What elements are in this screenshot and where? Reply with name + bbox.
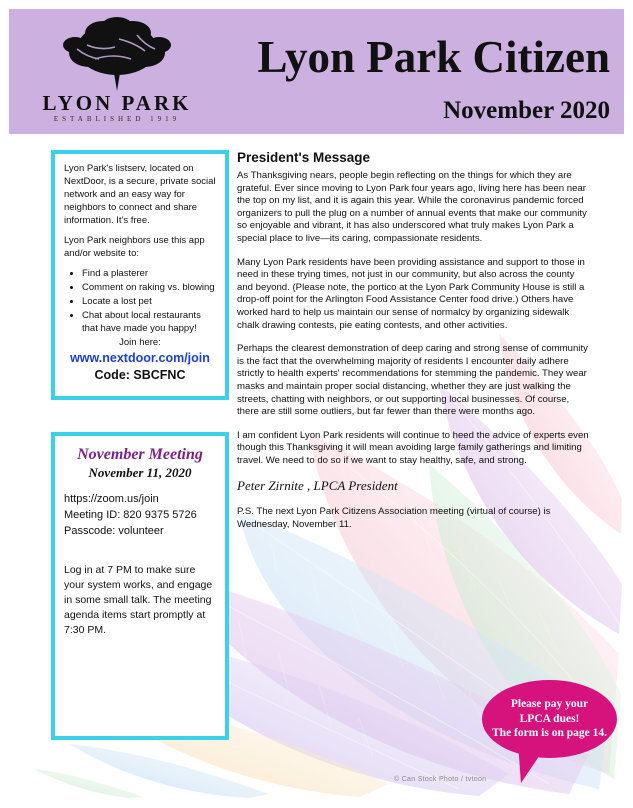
article-paragraph: Many Lyon Park residents have been providing assistance and support to those in need in these trying times, not just in our community, but also across the county and beyond. (Please note, the portico at the Lyon Park Community House is still a drop-off point for the Arlington Food Assistance Center food drive.) Others have worked hard to help us maintain our sense of normalcy by organizing sidewalk chalk drawing contests, pie eating contests, and other activities. [237, 256, 585, 331]
listserv-paragraph-2: Lyon Park neighbors use this app and/or website to: [64, 235, 205, 259]
meeting-instructions: Log in at 7 PM to make sure your system works, and engage in some small talk. The meeting agenda items start promptly at 7:30 PM. [64, 564, 213, 636]
logo-wordmark: LYON PARK [42, 91, 192, 115]
presidents-message-article [237, 150, 593, 543]
list-item: • Comment on raking vs. blowing [82, 281, 216, 294]
lyon-park-logo [19, 13, 215, 131]
article-paragraph: Perhaps the clearest demonstration of deep caring and strong sense of community is the fact that the overwhelming majority of residents I encounter daily adhere strictly to health experts' recommendations for stemming the pandemic. They wear masks and maintain proper social distancing, whether they are just walking the streets, chatting with neighbors, or out supporting local businesses. Of course, there are still some outliers, but far fewer than there were months ago. [237, 343, 588, 418]
callout-line-2: LPCA dues! [519, 712, 580, 725]
logo-tagline: ESTABLISHED 1919 [53, 115, 181, 123]
page-body [9, 134, 624, 799]
callout-line-1: Please pay your [510, 698, 589, 711]
masthead [9, 9, 624, 134]
list-item: • Locate a lost pet [82, 295, 216, 308]
list-item: • Chat about local restaurants that have made you happy! [82, 309, 216, 335]
article-postscript: P.S. The next Lyon Park Citizens Association meeting (virtual of course) is Wednesday, November 11. [237, 506, 551, 531]
dues-callout-bubble [482, 680, 617, 758]
callout-line-3: The form is on page 14. [492, 727, 607, 740]
nextdoor-join-link[interactable]: www.nextdoor.com/join [70, 351, 210, 365]
article-heading: President's Message [237, 150, 371, 165]
article-signature: Peter Zirnite , LPCA President [237, 478, 398, 494]
meeting-id: Meeting ID: 820 9375 5726 [64, 509, 197, 521]
november-meeting-box [51, 432, 229, 740]
join-here-label: Join here: [119, 337, 161, 348]
tree-icon [47, 15, 187, 93]
meeting-date: November 11, 2020 [88, 465, 192, 480]
nextdoor-invite-code: Code: SBCFNC [94, 368, 186, 382]
issue-date: November 2020 [443, 97, 610, 124]
stock-photo-credit: © Can Stock Photo / tvtoon [394, 776, 487, 783]
listserv-info-box [51, 150, 229, 400]
article-paragraph: As Thanksgiving nears, people begin reflecting on the things for which they are grateful. Ever since moving to Lyon Park four years ago, living here has been near the top on my list, and it is again this year. While the coronavirus pandemic forced organizers to pull the plug on a number of annual events that make our community so enjoyable and vibrant, it has also underscored what truly makes Lyon Park a special place to live—its caring, compassionate residents. [237, 170, 587, 244]
meeting-zoom-link[interactable]: https://zoom.us/join [64, 493, 159, 505]
list-item: • Find a plasterer [82, 267, 216, 280]
listserv-paragraph-1: Lyon Park's listserv, located on NextDoor, is a secure, private social network and an easy way for neighbors to connect and share information. It's free. [64, 163, 216, 226]
listserv-uses-list [64, 267, 216, 335]
meeting-passcode: Passcode: volunteer [64, 525, 164, 537]
page-title: Lyon Park Citizen [257, 32, 610, 82]
meeting-title: November Meeting [77, 446, 203, 463]
article-paragraph: I am confident Lyon Park residents will continue to heed the advice of experts even though this Thanksgiving it will mean avoiding large family gatherings and limiting travel. We need to do so if we want to stay healthy, safe, and strong. [237, 429, 589, 466]
